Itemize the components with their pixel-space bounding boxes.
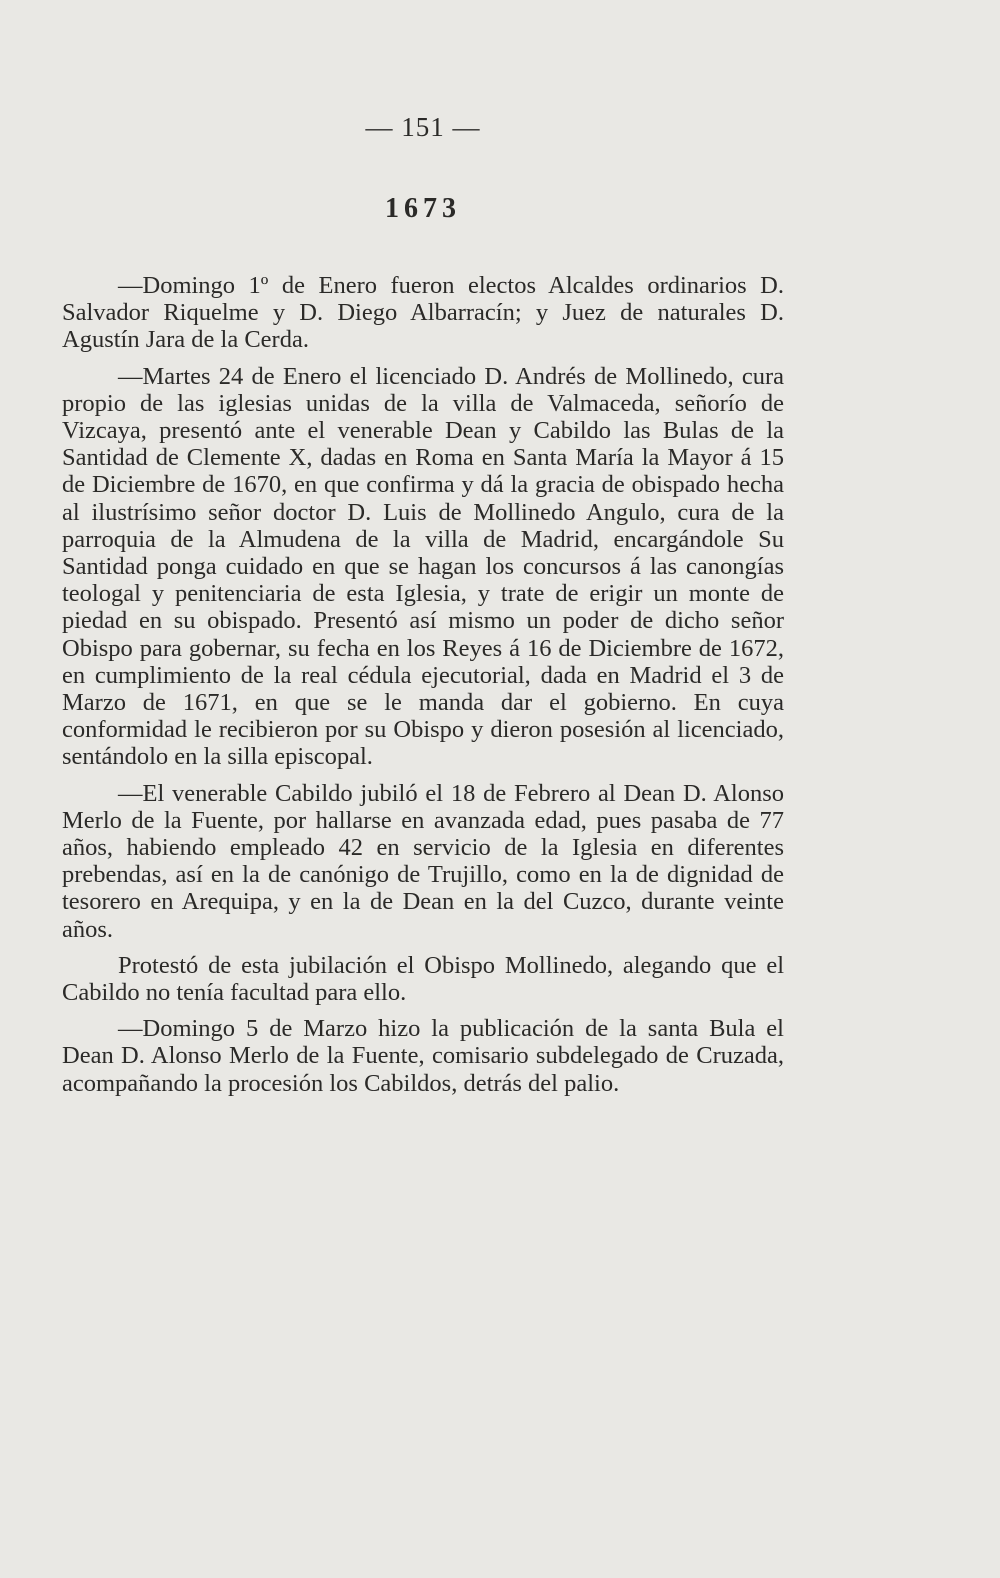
- paragraph: —Martes 24 de Enero el licenciado D. Andrés de Mollinedo, cura propio de las iglesias unidas de la villa de Valmaceda, señorío de Vizcaya, presentó ante el venerable Dean y Cabildo las Bulas de la Santidad de Clemente X, dadas en Roma en Santa María la Mayor á 15 de Diciembre de 1670, en que confirma y dá la gracia de obispado hecha al ilustrísimo señor doctor D. Luis de Mollinedo Angulo, cura de la parroquia de la Almudena de la villa de Madrid, encargándole Su Santidad ponga cuidado en que se hagan los concursos á las canongías teologal y penitenciaria de esta Iglesia, y trate de erigir un monte de piedad en su obispado. Presentó así mismo un poder de dicho señor Obispo para gobernar, su fecha en los Reyes á 16 de Diciembre de 1672, en cumplimiento de la real cédula ejecutorial, dada en Madrid el 3 de Marzo de 1671, en que se le manda dar el gobierno. En cuya conformidad le recibieron por su Obispo y dieron posesión al licenciado, sentándolo en la silla episcopal.: [62, 362, 784, 771]
- paragraph: —El venerable Cabildo jubiló el 18 de Febrero al Dean D. Alonso Merlo de la Fuente, por hallarse en avanzada edad, pues pasaba de 77 años, habiendo empleado 42 en servicio de la Iglesia en diferentes prebendas, así en la de canónigo de Trujillo, como en la de dignidad de tesorero en Arequipa, y en la de Dean en la del Cuzco, durante veinte años.: [62, 779, 784, 943]
- paragraph: Protestó de esta jubilación el Obispo Mollinedo, alegando que el Cabildo no tenía facultad para ello.: [62, 951, 784, 1007]
- paragraph: —Domingo 5 de Marzo hizo la publicación de la santa Bula el Dean D. Alonso Merlo de la Fuente, comisario subdelegado de Cruzada, acompañando la procesión los Cabildos, detrás del palio.: [62, 1015, 784, 1097]
- body-text: [62, 272, 784, 1106]
- page-number: — 151 —: [365, 112, 481, 142]
- paragraph: —Domingo 1º de Enero fueron electos Alcaldes ordinarios D. Salvador Riquelme y D. Diego Albarracín; y Juez de naturales D. Agustín Jara de la Cerda.: [62, 272, 784, 354]
- year-heading: 1673: [385, 193, 461, 224]
